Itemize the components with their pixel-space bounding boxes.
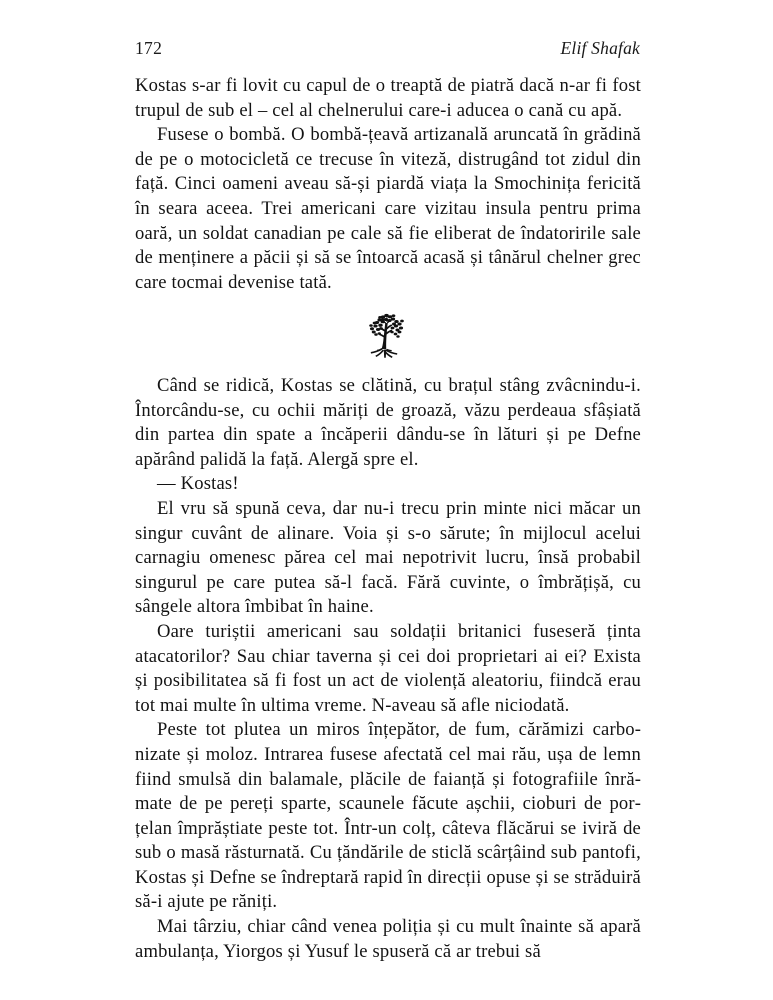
paragraph: Fusese o bombă. O bombă-țeavă artizanală aruncată în grădină de pe o motocicletă ce trecuse în viteză, distrugând tot zidul din față. Cinci oameni aveau să-și piardă viața la Smochinița fericită în seara aceea. Trei americani care vizitau insula pentru prima oară, un soldat canadian pe cale să fie eliberat de îndatoririle sale de menținere a păcii și să se întoarcă acasă și tânărul chelner grec care tocmai devenise tată. (135, 124, 641, 293)
paragraph: Mai târziu, chiar când venea poliția și cu mult înainte să apară ambulanța, Yiorgos și Yusuf le spuseră că ar trebui să (135, 916, 641, 962)
paragraph: Când se ridică, Kostas se clătină, cu brațul stâng zvâcnindu-i. Întorcându-se, cu ochii măriți de groază, văzu perdeaua sfâșiată din partea din spate a încăperii dându-se în lături și pe Defne apărând palidă la față. Alergă spre el. (135, 375, 641, 470)
running-head (135, 38, 640, 62)
body-text-block-two (135, 374, 641, 964)
paragraph: Peste tot plutea un miros înțepător, de fum, cărămizi carbonizate și moloz. Intrarea fusese afectată cel mai rău, ușa de lemn fiind smulsă din balamale, plăcile de faianță și fotografiile înrămate de pe pereți sparte, scaunele făcute așchii, cioburi de porțelan împrăștiate peste tot. Într-un colț, câteva flăcărui se iviră de sub o masă răsturnată. Cu țăndările de sticlă scârțâind sub pantofi, Kostas și Defne se îndreptară rapid în direcții opuse și se străduiră să-i ajute pe răniți. (135, 719, 641, 913)
paragraph: Oare turiștii americani sau soldații britanici fuseseră ținta atacatorilor? Sau chiar taverna și cei doi proprietari ai ei? Exista și posibilitatea să fi fost un act de violență aleatoriu, fiindcă erau tot mai multe în ultima vreme. N-aveau să afle niciodată. (135, 620, 641, 716)
paragraph: Kostas s-ar fi lovit cu capul de o treaptă de piatră dacă n-ar fi fost trupul de sub el – cel al chelnerului care-i aducea o cană cu apă. (135, 75, 641, 121)
running-title-author: Elif Shafak (560, 38, 640, 58)
page-number: 172 (135, 38, 163, 58)
paragraph: El vru să spună ceva, dar nu-i trecu prin minte nici măcar un singur cuvânt de alinare. Voia și s-o sărute; în mijlocul acelui carnagiu omenesc părea cel mai nepotrivit lucru, însă probabil singurul pe care putea să-l facă. Fără cuvinte, o îmbrățișă, cu sângele altora îmbibat în haine. (135, 497, 641, 618)
section-break-ornament (0, 303, 773, 365)
dialogue-line: — Kostas! (157, 473, 239, 495)
body-text-block-one (135, 74, 641, 295)
fig-tree-icon (358, 306, 416, 362)
